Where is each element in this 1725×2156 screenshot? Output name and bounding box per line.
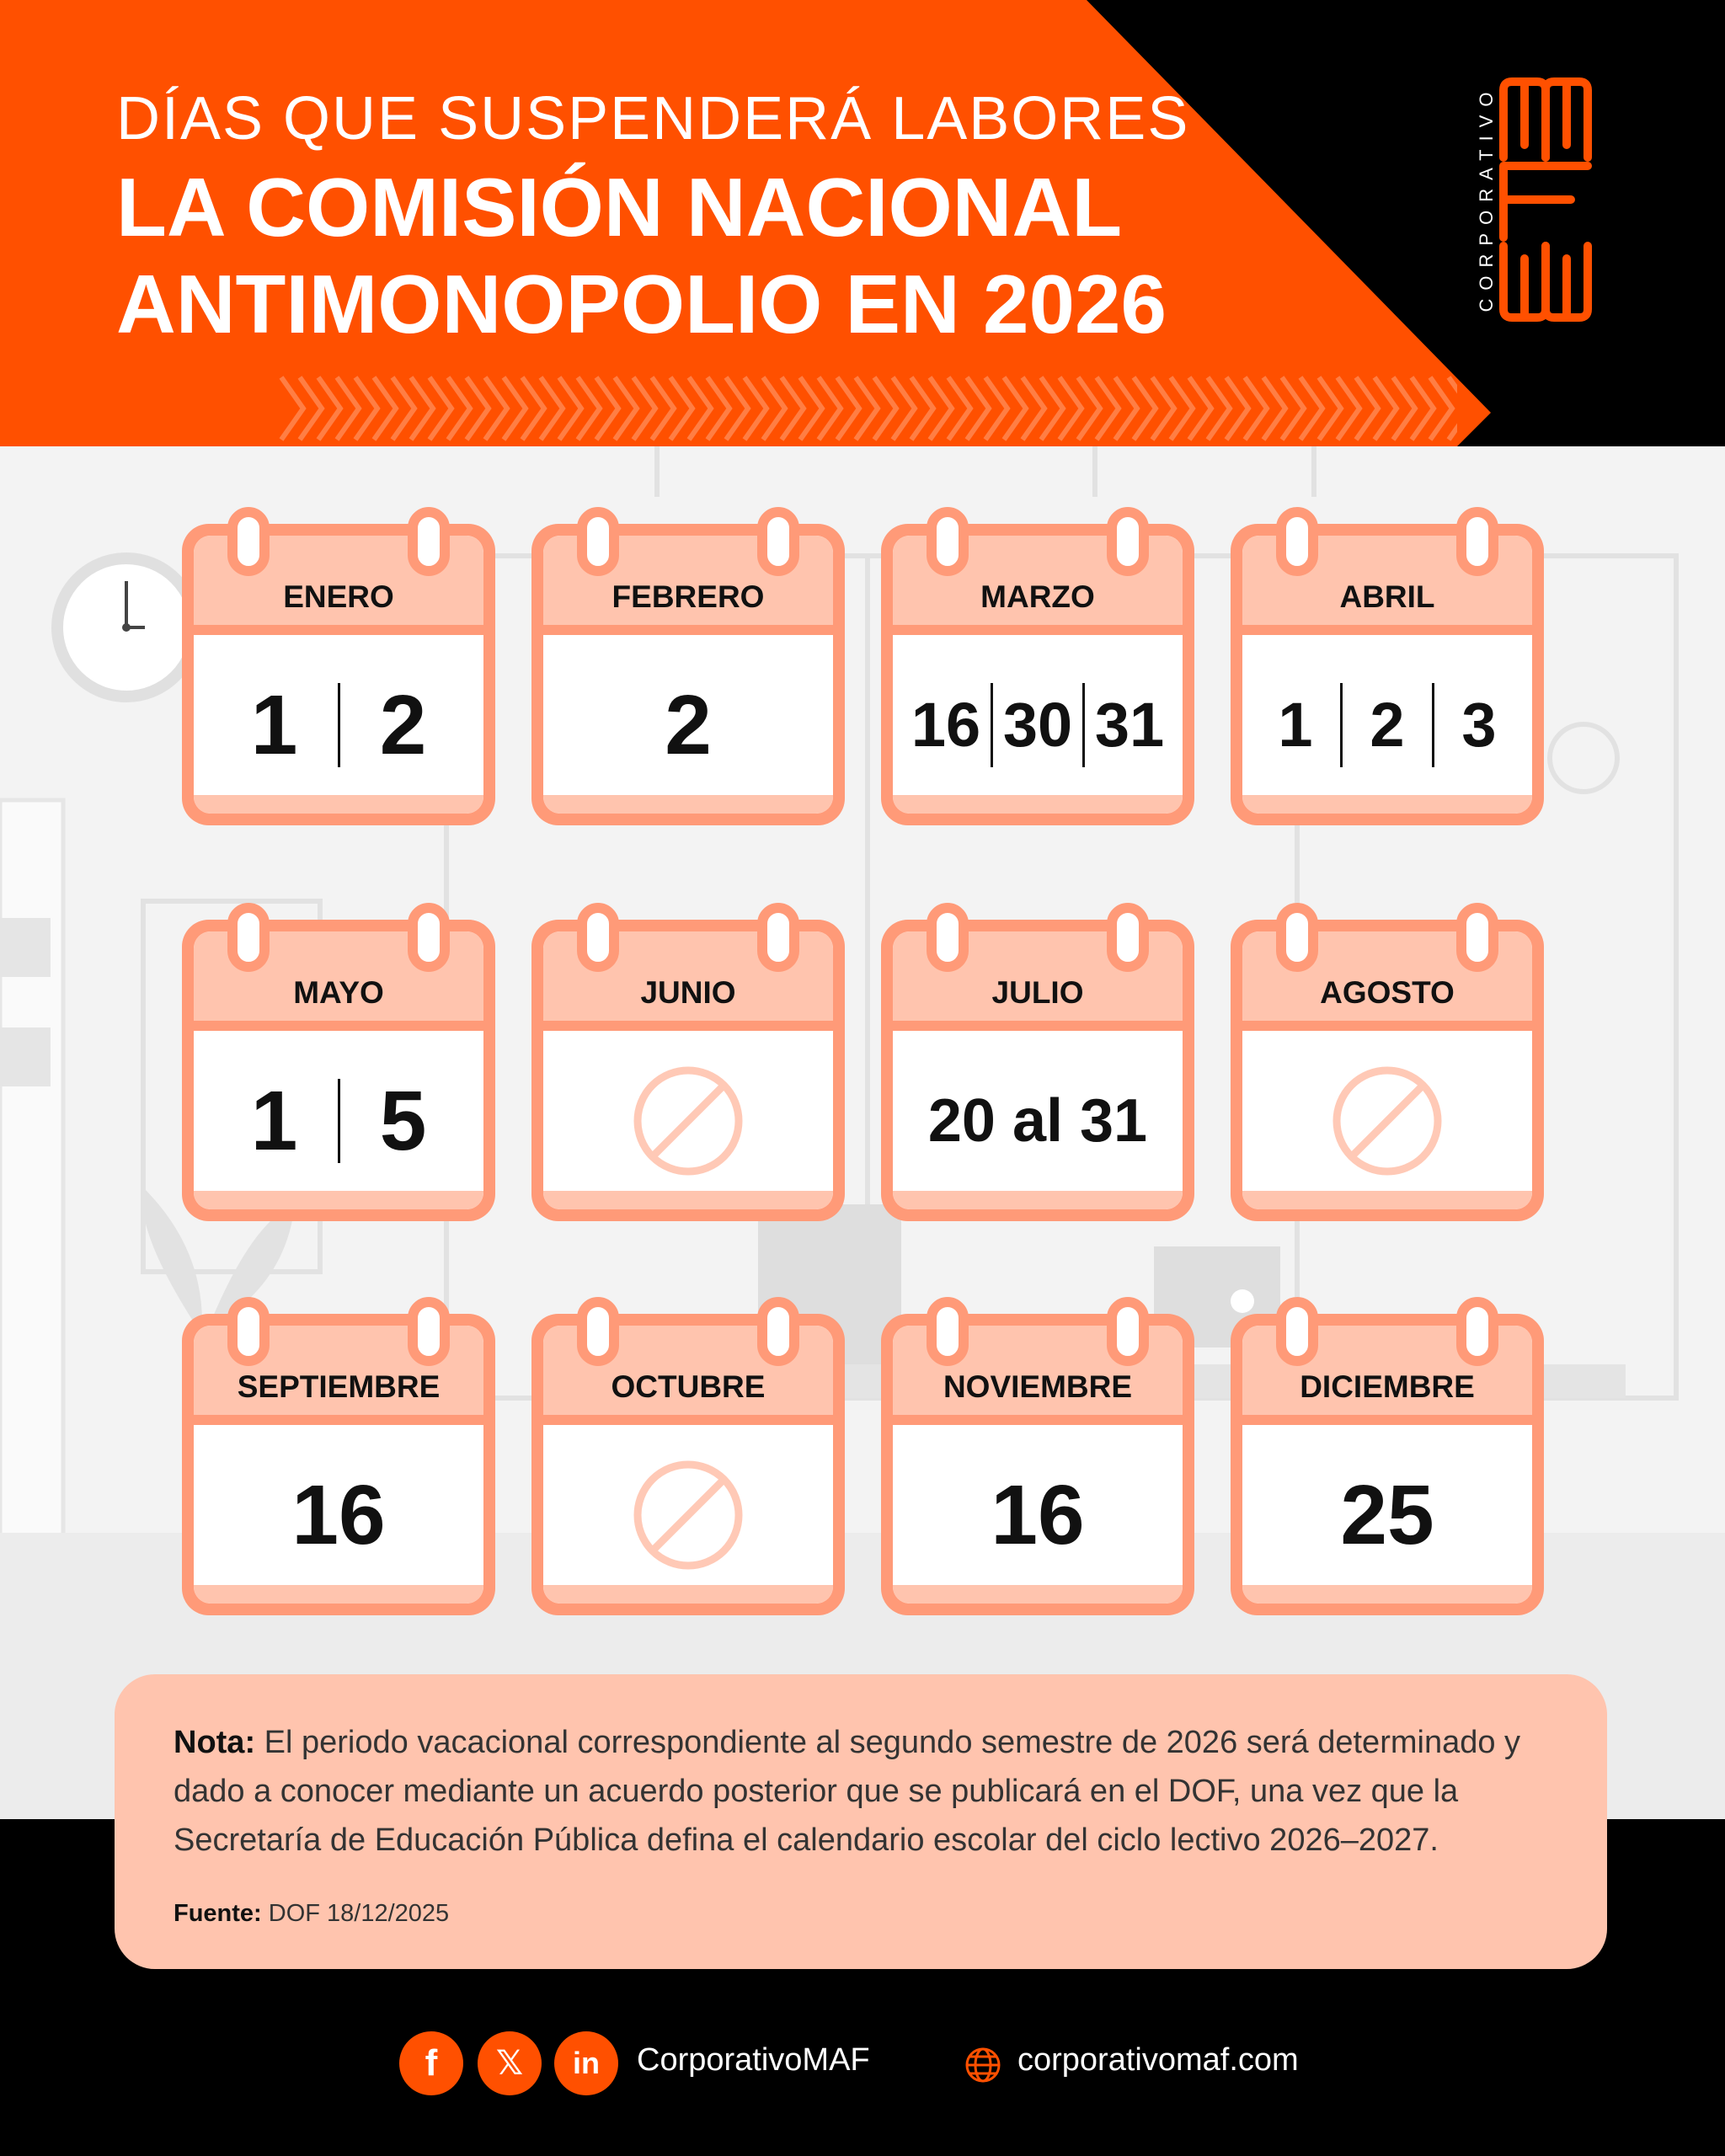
calendar-mayo <box>182 903 495 1221</box>
month-label: JULIO <box>991 975 1084 1010</box>
calendar-ring-icon <box>577 903 619 972</box>
calendar-days <box>1242 645 1532 805</box>
day-number: 16 <box>291 1468 386 1562</box>
calendar-noviembre <box>881 1297 1194 1615</box>
calendar-days <box>893 1435 1183 1595</box>
calendar-ring-icon <box>227 507 270 576</box>
calendar-ring-icon <box>757 1297 799 1366</box>
calendar-days <box>543 1435 833 1595</box>
calendar-agosto <box>1231 903 1544 1221</box>
day-number: 3 <box>1461 690 1497 760</box>
calendar-days <box>194 1435 483 1595</box>
calendar-ring-icon <box>927 903 969 972</box>
note-text <box>174 1718 1548 1865</box>
day-number: 25 <box>1340 1468 1434 1562</box>
month-label: JUNIO <box>640 975 736 1010</box>
header-banner <box>0 0 1725 446</box>
calendar-days <box>194 645 483 805</box>
calendar-ring-icon <box>408 903 450 972</box>
linkedin-icon[interactable]: in <box>554 2031 618 2095</box>
calendar-ring-icon <box>927 1297 969 1366</box>
calendar-ring-icon <box>577 1297 619 1366</box>
calendar-abril <box>1231 507 1544 825</box>
x-icon[interactable]: 𝕏 <box>478 2031 542 2095</box>
calendar-days <box>893 645 1183 805</box>
source-line <box>174 1900 1548 1928</box>
calendar-septiembre <box>182 1297 495 1615</box>
calendar-ring-icon <box>408 507 450 576</box>
chevron-pattern-icon <box>278 371 1457 446</box>
month-label: FEBRERO <box>611 579 765 614</box>
prohibited-icon <box>1330 1064 1445 1178</box>
wall-clock-icon <box>57 558 195 696</box>
calendar-ring-icon <box>1107 1297 1149 1366</box>
calendar-ring-icon <box>1456 507 1498 576</box>
prohibited-icon <box>631 1458 745 1572</box>
calendar-ring-icon <box>1276 1297 1318 1366</box>
month-label: MARZO <box>980 579 1095 614</box>
month-label: AGOSTO <box>1320 975 1455 1010</box>
calendar-ring-icon <box>1107 903 1149 972</box>
title-line-3: ANTIMONOPOLIO EN 2026 <box>116 258 1167 350</box>
month-label: OCTUBRE <box>611 1369 766 1404</box>
calendar-ring-icon <box>227 1297 270 1366</box>
calendar-junio <box>531 903 845 1221</box>
calendar-ring-icon <box>1456 1297 1498 1366</box>
globe-icon <box>964 2047 1001 2084</box>
source-text: DOF 18/12/2025 <box>261 1900 450 1927</box>
day-number: 1 <box>250 1074 298 1168</box>
calendar-ring-icon <box>757 507 799 576</box>
social-handle[interactable]: CorporativoMAF <box>637 2042 870 2078</box>
source-label: Fuente: <box>174 1900 262 1927</box>
month-label: MAYO <box>293 975 384 1010</box>
calendar-days <box>1242 1041 1532 1201</box>
month-label: ENERO <box>283 579 394 614</box>
note-box <box>115 1674 1607 1969</box>
calendar-ring-icon <box>1456 903 1498 972</box>
title-line-1: DÍAS QUE SUSPENDERÁ LABORES <box>116 85 1190 152</box>
month-label: DICIEMBRE <box>1300 1369 1475 1404</box>
day-number: 30 <box>1002 690 1073 760</box>
calendar-ring-icon <box>1276 507 1318 576</box>
calendar-ring-icon <box>227 903 270 972</box>
calendar-ring-icon <box>927 507 969 576</box>
calendar-ring-icon <box>1276 903 1318 972</box>
title-line-2: LA COMISIÓN NACIONAL <box>116 161 1123 253</box>
day-number: 16 <box>911 690 981 760</box>
calendar-julio <box>881 903 1194 1221</box>
calendar-ring-icon <box>1107 507 1149 576</box>
calendar-enero <box>182 507 495 825</box>
website-link[interactable]: corporativomaf.com <box>1017 2042 1299 2078</box>
calendar-octubre <box>531 1297 845 1615</box>
prohibited-icon <box>631 1064 745 1178</box>
calendar-ring-icon <box>408 1297 450 1366</box>
day-number: 1 <box>250 678 298 772</box>
day-number: 2 <box>665 678 712 772</box>
month-label: NOVIEMBRE <box>943 1369 1133 1404</box>
calendar-ring-icon <box>757 903 799 972</box>
logo-word: CORPORATIVO <box>1476 83 1497 312</box>
note-label: Nota: <box>174 1725 256 1760</box>
calendar-febrero <box>531 507 845 825</box>
month-label: ABRIL <box>1339 579 1435 614</box>
calendar-days <box>543 1041 833 1201</box>
facebook-icon[interactable]: f <box>399 2031 463 2095</box>
calendar-marzo <box>881 507 1194 825</box>
calendar-ring-icon <box>577 507 619 576</box>
calendar-days <box>893 1041 1183 1201</box>
day-number: 16 <box>991 1468 1085 1562</box>
day-number: 5 <box>379 1074 427 1168</box>
calendar-days <box>1242 1435 1532 1595</box>
month-label: SEPTIEMBRE <box>237 1369 441 1404</box>
maf-logo <box>1470 77 1613 322</box>
day-number: 1 <box>1278 690 1313 760</box>
day-number: 2 <box>1370 690 1405 760</box>
day-number: 2 <box>379 678 427 772</box>
calendar-days <box>543 645 833 805</box>
calendar-days <box>194 1041 483 1201</box>
day-number: 31 <box>1094 690 1165 760</box>
day-range: 20 al 31 <box>927 1087 1148 1155</box>
calendar-diciembre <box>1231 1297 1544 1615</box>
note-body: El periodo vacacional correspondiente al segundo semestre de 2026 será determinado y dado a conocer mediante un acuerdo posterior que se publicará en el DOF, una vez que la Secretaría de Educación Pública defina el calendario escolar del ciclo lectivo 2026–2027. <box>174 1725 1521 1858</box>
